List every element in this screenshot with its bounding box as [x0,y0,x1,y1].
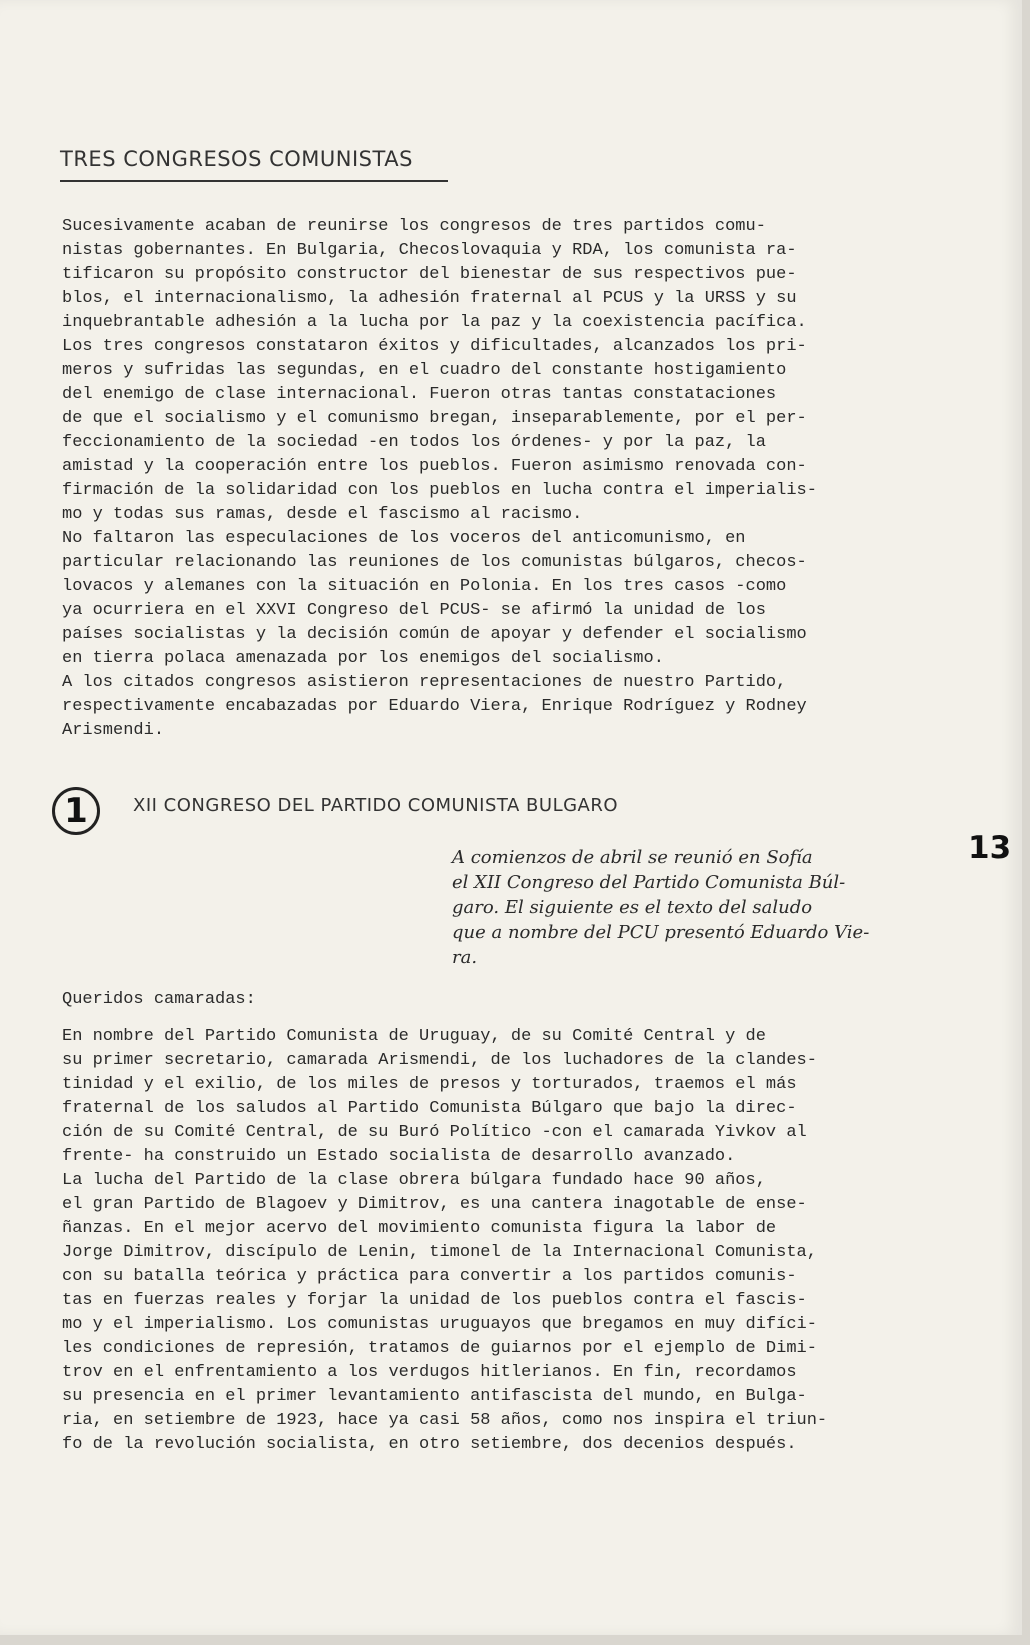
italic-introduction-note: A comienzos de abril se reunió en Sofía el XII Congreso del Partido Comunista Búl- garo. El siguiente es el texto del saludo que a nombre del PCU presentó Eduardo Vie- ra. [452,847,870,968]
page-number: 13 [968,830,1012,866]
salutation: Queridos camaradas: [62,990,256,1009]
section-title: TRES CONGRESOS COMUNISTAS [60,147,413,171]
subsection-title: XII CONGRESO DEL PARTIDO COMUNISTA BULGARO [133,795,619,816]
subsection-number-badge: 1 [52,787,100,835]
title-underline [60,180,448,182]
intro-paragraph: Sucesivamente acaban de reunirse los congresos de tres partidos comu- nistas gobernantes. En Bulgaria, Checoslovaquia y RDA, los comunista ra- tificaron su propósito constructor del bienestar de sus respectivos pue- blos, el internacionalismo, la adhesión fraternal al PCUS y la URSS y su inquebrantable adhesión a la lucha por la paz y la coexistencia pacífica. Los tres congresos constataron éxitos y dificultades, alcanzados los pri- meros y sufridas las segundas, en el cuadro del constante hostigamiento del enemigo de clase internacional. Fueron otras tantas constataciones de que el socialismo y el comunismo bregan, inseparablemente, por el per- feccionamiento de la sociedad -en todos los órdenes- y por la paz, la amistad y la cooperación entre los pueblos. Fueron asimismo renovada con- firmación de la solidaridad con los pueblos en lucha contra el imperialis- mo y todas sus ramas, desde el fascismo al racismo. No faltaron las especulaciones de los voceros del anticomunismo, en particular relacionando las reuniones de los comunistas búlgaros, checos- lovacos y alemanes con la situación en Polonia. En los tres casos -como ya ocurriera en el XXVI Congreso del PCUS- se afirmó la unidad de los países socialistas y la decisión común de apoyar y defender el socialismo en tierra polaca amenazada por los enemigos del socialismo. A los citados congresos asistieron representaciones de nuestro Partido, respectivamente encabazadas por Eduardo Viera, Enrique Rodríguez y Rodney Arismendi. [62,217,817,740]
body-paragraph: En nombre del Partido Comunista de Uruguay, de su Comité Central y de su primer secretario, camarada Arismendi, de los luchadores de la clandes- tinidad y el exilio, de los miles de presos y torturados, traemos el más fraternal de los saludos al Partido Comunista Búlgaro que bajo la direc- ción de su Comité Central, de su Buró Político -con el camarada Yivkov al frente- ha construido un Estado socialista de desarrollo avanzado. La lucha del Partido de la clase obrera búlgara fundado hace 90 años, el gran Partido de Blagoev y Dimitrov, es una cantera inagotable de ense- ñanzas. En el mejor acervo del movimiento comunista figura la labor de Jorge Dimitrov, discípulo de Lenin, timonel de la Internacional Comunista, con su batalla teórica y práctica para convertir a los partidos comunis- tas en fuerzas reales y forjar la unidad de los pueblos contra el fascis- mo y el imperialismo. Los comunistas uruguayos que bregamos en muy difíci- les condiciones de represión, tratamos de guiarnos por el ejemplo de Dimi- trov en el enfrentamiento a los verdugos hitlerianos. En fin, recordamos su presencia en el primer levantamiento antifascista del mundo, en Bulga- ria, en setiembre de 1923, hace ya casi 58 años, como nos inspira el triun- fo de la revolución socialista, en otro setiembre, dos decenios después. [62,1027,828,1454]
